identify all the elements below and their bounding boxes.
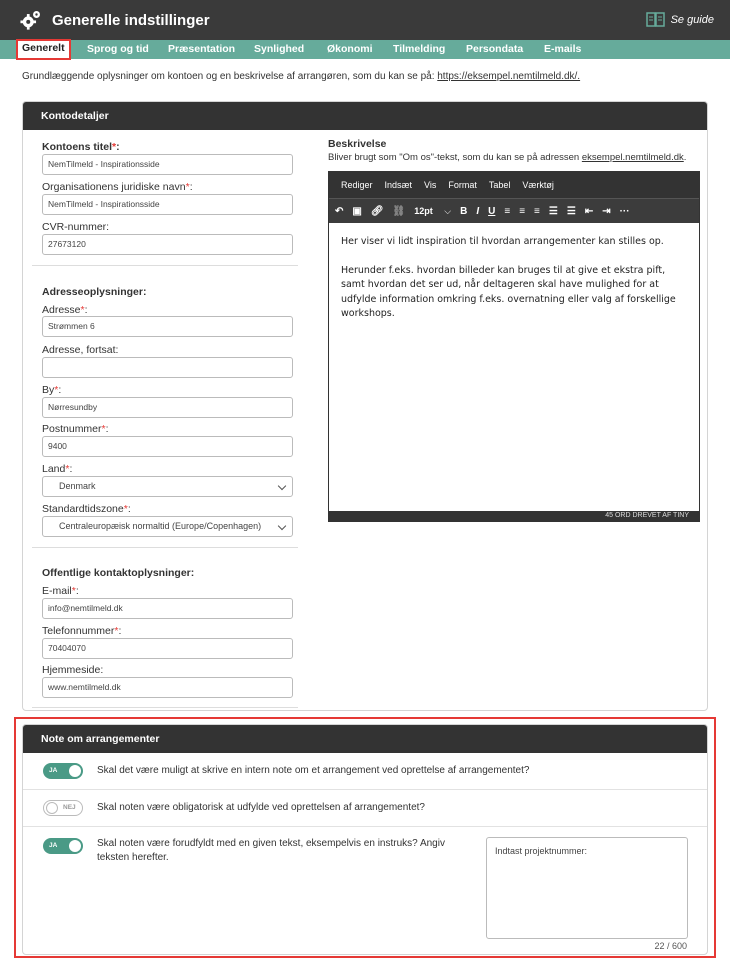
editor-statusbar: 45 ORD DREVET AF TINY [329,511,699,521]
guide-icon [646,12,666,28]
description-help-text: Bliver brugt som "Om os"-tekst, som du kan se på adressen [328,152,582,163]
timezone-label [42,503,131,515]
intro-link[interactable]: https://eksempel.nemtilmeld.dk/. [437,71,581,82]
required-mark: * [80,304,85,316]
editor-content[interactable] [329,223,699,348]
unlink-icon[interactable]: ⛓︎ [392,205,406,217]
account-panel-title: Kontodetaljer [23,102,707,130]
city-label [42,384,61,396]
label-colon: : [116,141,120,153]
cvr-label: CVR-nummer: [42,221,110,233]
image-icon[interactable]: ▣ [352,205,362,217]
country-value: Denmark [59,481,96,491]
link-icon[interactable]: 🔗︎ [370,205,384,217]
menu-format[interactable]: Format [448,180,477,190]
description-label: Beskrivelse [328,138,387,150]
gears-icon [20,9,42,31]
tab-tilmelding[interactable]: Tilmelding [393,43,446,55]
tab-emails[interactable]: E-mails [544,43,582,55]
font-size-select[interactable]: 12pt ⌵ [414,205,452,216]
page-header [0,0,730,40]
chevron-down-icon [278,522,286,530]
tab-sprog-og-tid[interactable]: Sprog og tid [87,43,149,55]
country-label-text: Land [42,463,66,475]
contact-heading: Offentlige kontaktoplysninger: [42,567,195,579]
editor-toolbar [329,198,699,223]
undo-icon[interactable]: ↶ [335,205,344,217]
tab-persondata[interactable]: Persondata [466,43,524,55]
zip-input[interactable]: 9400 [42,436,293,457]
title-label [42,141,120,153]
address-label [42,304,88,316]
indent-icon[interactable]: ⇥ [602,205,611,217]
legal-name-input[interactable]: NemTilmeld - Inspirationsside [42,194,293,215]
toggle-label: JA [49,842,58,849]
guide-label[interactable]: Se guide [670,14,714,26]
bullet-list-icon[interactable]: ☰ [548,205,558,217]
required-mark: * [112,141,117,153]
tab-generelt[interactable]: Generelt [16,39,71,60]
email-label-text: E-mail [42,585,72,597]
phone-input[interactable]: 70404070 [42,638,293,659]
align-left-icon[interactable]: ≡ [504,205,511,217]
label-colon: : [75,585,79,597]
menu-vaerktoj[interactable]: Værktøj [522,180,554,190]
editor-paragraph: Herunder f.eks. hvordan billeder kan bruges til at give et ekstra pift, samt hvordan det ser ud, når deltageren skal have mulighed for at udfylde information omkring f.eks. overnatning eller valg af forskellige workshops. [341,264,676,319]
align-right-icon[interactable]: ≡ [534,205,540,217]
tab-okonomi[interactable]: Økonomi [327,43,373,55]
menu-tabel[interactable]: Tabel [488,180,511,190]
required-mark: * [65,463,70,475]
timezone-label-text: Standardtidszone [42,503,124,515]
tab-synlighed[interactable]: Synlighed [254,43,305,55]
description-help [328,152,686,163]
prefill-note-textarea[interactable]: Indtast projektnummer: [486,837,688,939]
description-help-link[interactable]: eksempel.nemtilmeld.dk [581,152,684,163]
toggle-label: JA [49,767,58,774]
label-colon: : [189,181,193,193]
align-center-icon[interactable]: ≡ [519,205,526,217]
notes-panel-title: Note om arrangementer [23,725,707,753]
menu-vis[interactable]: Vis [424,180,437,190]
title-input[interactable]: NemTilmeld - Inspirationsside [42,154,293,175]
character-counter: 22 / 600 [654,941,687,951]
zip-label-text: Postnummer [42,423,102,435]
highlight-box [14,717,716,958]
editor-menubar [329,172,699,198]
required-mark: * [101,423,106,435]
legal-name-label [42,181,193,193]
required-note-question: Skal noten være obligatorisk at udfylde ved oprettelsen af arrangementet? [97,802,425,813]
prefill-note-question: Skal noten være forudfyldt med en given tekst, eksempelvis en instruks? Angiv teksten herefter. [97,838,445,863]
label-colon: : [127,503,131,515]
outdent-icon[interactable]: ⇤ [584,205,594,217]
page-title: Generelle indstillinger [52,12,210,29]
timezone-select[interactable] [42,516,293,537]
address2-input[interactable] [42,357,293,378]
city-input[interactable]: Nørresundby [42,397,293,418]
country-select[interactable] [42,476,293,497]
more-icon[interactable]: ··· [619,205,630,217]
bold-icon[interactable]: B [460,205,468,217]
city-label-text: By [42,384,55,396]
zip-label [42,423,109,435]
required-mark: * [71,585,76,597]
email-label [42,585,79,597]
toggle-label: NEJ [63,804,76,811]
divider [32,707,298,708]
label-colon: : [105,423,109,435]
email-input[interactable]: info@nemtilmeld.dk [42,598,293,619]
font-size-value: 12pt [414,205,433,216]
label-colon: : [69,463,73,475]
intro-sentence: Grundlæggende oplysninger om kontoen og en beskrivelse af arrangøren, som du kan se på: [22,71,438,82]
description-help-end: . [683,152,687,163]
intro-text [22,71,580,82]
legal-label-text: Organisationens juridiske navn [42,181,186,193]
rich-text-editor[interactable] [328,171,700,522]
menu-rediger[interactable]: Rediger [341,180,373,190]
required-mark: * [114,625,119,637]
phone-label [42,625,121,637]
phone-label-text: Telefonnummer [42,625,115,637]
website-label: Hjemmeside: [42,664,104,676]
underline-icon[interactable]: U [488,205,496,217]
italic-icon[interactable]: I [476,205,480,217]
internal-note-question: Skal det være muligt at skrive en intern note om et arrangement ved oprettelse af arrangementet? [97,765,530,776]
country-label [42,463,72,475]
timezone-value: Centraleuropæisk normaltid (Europe/Copenhagen) [59,521,262,531]
address-input[interactable]: Strømmen 6 [42,316,293,337]
tab-praesentation[interactable]: Præsentation [168,43,236,55]
label-colon: : [84,304,88,316]
address-label-text: Adresse [42,304,81,316]
address-heading: Adresseoplysninger: [42,286,147,298]
numbered-list-icon[interactable]: ☰ [566,205,576,217]
address2-label: Adresse, fortsat: [42,344,119,356]
tab-bar [0,40,730,59]
required-mark: * [54,384,59,396]
title-label-text: Kontoens titel [42,141,112,153]
divider [32,547,298,548]
divider [32,265,298,266]
guide-link[interactable] [646,12,714,28]
chevron-down-icon [278,482,286,490]
required-mark: * [123,503,128,515]
label-colon: : [118,625,122,637]
label-colon: : [58,384,62,396]
cvr-input[interactable]: 27673120 [42,234,293,255]
editor-paragraph: Her viser vi lidt inspiration til hvordan arrangementer kan stilles op. [341,236,664,247]
menu-indsaet[interactable]: Indsæt [384,180,413,190]
required-mark: * [185,181,190,193]
website-input[interactable]: www.nemtilmeld.dk [42,677,293,698]
